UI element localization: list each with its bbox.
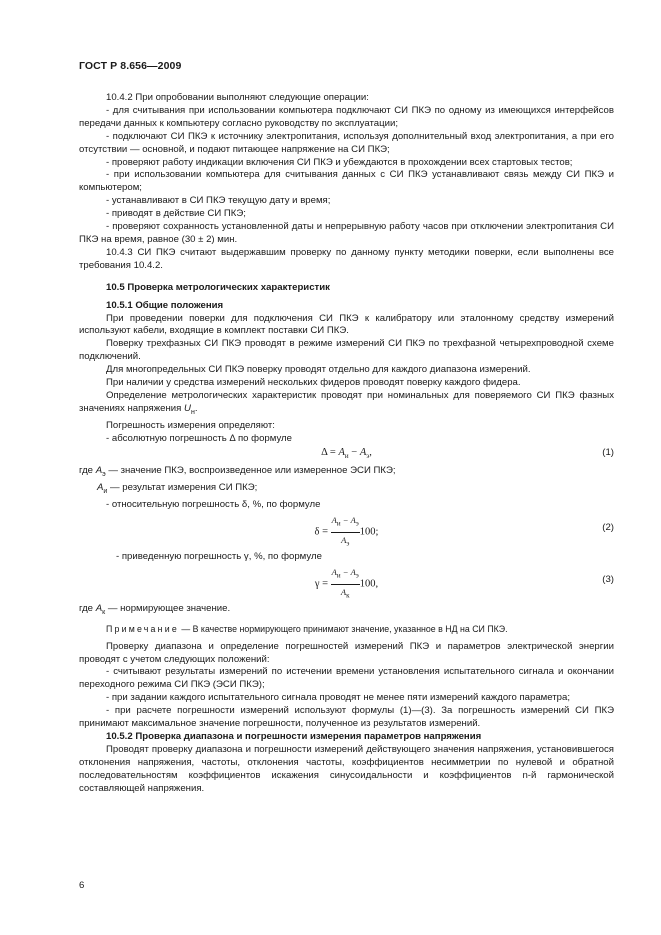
paragraph: Погрешность измерения определяют: — [106, 419, 275, 431]
list-item: - при расчете погрешности измерений используют формулы (1)—(3). За погрешность измерений СИ ПКЭ принимают максимальное значение погрешности, полученное из результатов измерений. — [79, 705, 614, 730]
formula-2-row — [79, 512, 614, 546]
list-item: - приводят в действие СИ ПКЭ; — [106, 208, 246, 220]
list-item: - подключают СИ ПКЭ к источнику электропитания, используя дополнительный вход электропитания, а при его отсутствии — основной, и подают питающее напряжение на СИ ПКЭ; — [79, 130, 614, 155]
u-symbol: U — [184, 402, 191, 414]
paragraph-definition: Определение метрологических характеристик проводят при номинальных для поверяемого СИ ПКЭ фазных значениях напряжения $U_н$. — [79, 389, 614, 416]
list-item-reduced: - приведенную погрешность γ, %, по формуле — [116, 551, 322, 562]
definition-text: Определение метрологических характеристик проводят при номинальных для поверяемого СИ ПКЭ фазных значениях напряжения — [79, 389, 614, 414]
paragraph: Поверку трехфазных СИ ПКЭ проводят в режиме измерений СИ ПКЭ по трехфазной четырехпроводной схеме подключений. — [79, 338, 614, 363]
paragraph: Проводят проверку диапазона и погрешности измерений действующего значения напряжения, установившегося отклонения напряжения, частоты, отклонения частоты, коэффициентов несимметрии по нулевой и обратной последовательностям коэффициентов искажения синусоидальности и коэффициентов n-й гармонической составляющей напряжения. — [79, 743, 614, 794]
list-item: - считывают результаты измерений по истечении времени установления испытательного сигнала и окончании переходного режима СИ ПКЭ (ЭСИ ПКЭ); — [79, 666, 614, 691]
list-item: - для считывания при использовании компьютера подключают СИ ПКЭ по одному из имеющихся интерфейсов передачи данных к компьютеру согласно руководству по эксплуатации; — [79, 104, 614, 129]
list-item-absolute: - абсолютную погрешность Δ по формуле — [106, 432, 292, 444]
formula-3: γ = $\frac{A_и - A_э}{A_к}$ 100, — [314, 566, 379, 600]
formula-1: $\Delta = A_и - A_э$, — [321, 447, 372, 461]
paragraph: При проведении поверки для подключения СИ ПКЭ к калибратору или эталонному средству измерений используют кабели, входящие в комплект поставки СИ ПКЭ. — [79, 312, 614, 337]
list-item: - проверяют сохранность установленной даты и непрерывную работу часов при отключении электропитания СИ ПКЭ на время, равное (30 ± 2) мин. — [79, 221, 614, 245]
formula-2-number: (2) — [602, 522, 614, 533]
subsection-heading-10-5-1: 10.5.1 Общие положения — [106, 299, 224, 311]
formula-3-row — [79, 564, 614, 598]
paragraph: При наличии у средства измерений нескольких фидеров проводят поверку каждого фидера. — [106, 377, 521, 389]
formula-3-number: (3) — [602, 573, 614, 585]
where-clause-3: где $A_к$ — нормирующее значение. — [79, 602, 231, 616]
where-clause-2: $A_и$ — результат измерения СИ ПКЭ; — [97, 482, 258, 496]
page-number: 6 — [79, 880, 85, 891]
paragraph: Проверку диапазона и определение погрешностей измерений ПКЭ и параметров электрической энергии проводят с учетом следующих положений: — [79, 640, 614, 665]
note-label: Примечание — [106, 623, 179, 634]
formula-1-row — [79, 445, 614, 465]
paragraph: Для многопредельных СИ ПКЭ поверку проводят отдельно для каждого диапазона измерений. — [106, 364, 531, 376]
list-item: - устанавливают в СИ ПКЭ текущую дату и время; — [106, 195, 331, 207]
page-header: ГОСТ Р 8.656—2009 — [79, 60, 182, 72]
formula-1-number: (1) — [602, 447, 614, 459]
note — [79, 623, 614, 636]
note-text: — В качестве нормирующего принимают значение, указанное в НД на СИ ПКЭ. — [178, 623, 508, 634]
list-item: - при задании каждого испытательного сигнала проводят не менее пяти измерений каждого параметра; — [106, 692, 570, 704]
paragraph-10-4-3: 10.4.3 СИ ПКЭ считают выдержавшим проверку по данному пункту методики поверки, если выполнены все требования 10.4.2. — [79, 246, 614, 271]
formula-2: δ = $\frac{A_и - A_э}{A_э}$ 100; — [314, 515, 379, 548]
page-content — [79, 92, 614, 796]
list-item-relative: - относительную погрешность δ, %, по формуле — [106, 499, 321, 511]
u-subscript: н — [190, 408, 195, 416]
where-clause-1: где $A_э$ — значение ПКЭ, воспроизведенное или измеренное ЭСИ ПКЭ; — [79, 465, 396, 479]
section-heading-10-5: 10.5 Проверка метрологических характеристик — [106, 281, 330, 293]
list-item: - при использовании компьютера для считывания данных с СИ ПКЭ устанавливают связь между СИ ПКЭ и компьютером; — [79, 169, 614, 194]
paragraph-10-4-2: 10.4.2 При опробовании выполняют следующие операции: — [106, 92, 369, 103]
subsection-heading-10-5-2: 10.5.2 Проверка диапазона и погрешности измерения параметров напряжения — [106, 730, 482, 742]
list-item: - проверяют работу индикации включения СИ ПКЭ и убеждаются в прохождении всех стартовых тестов; — [106, 156, 573, 168]
